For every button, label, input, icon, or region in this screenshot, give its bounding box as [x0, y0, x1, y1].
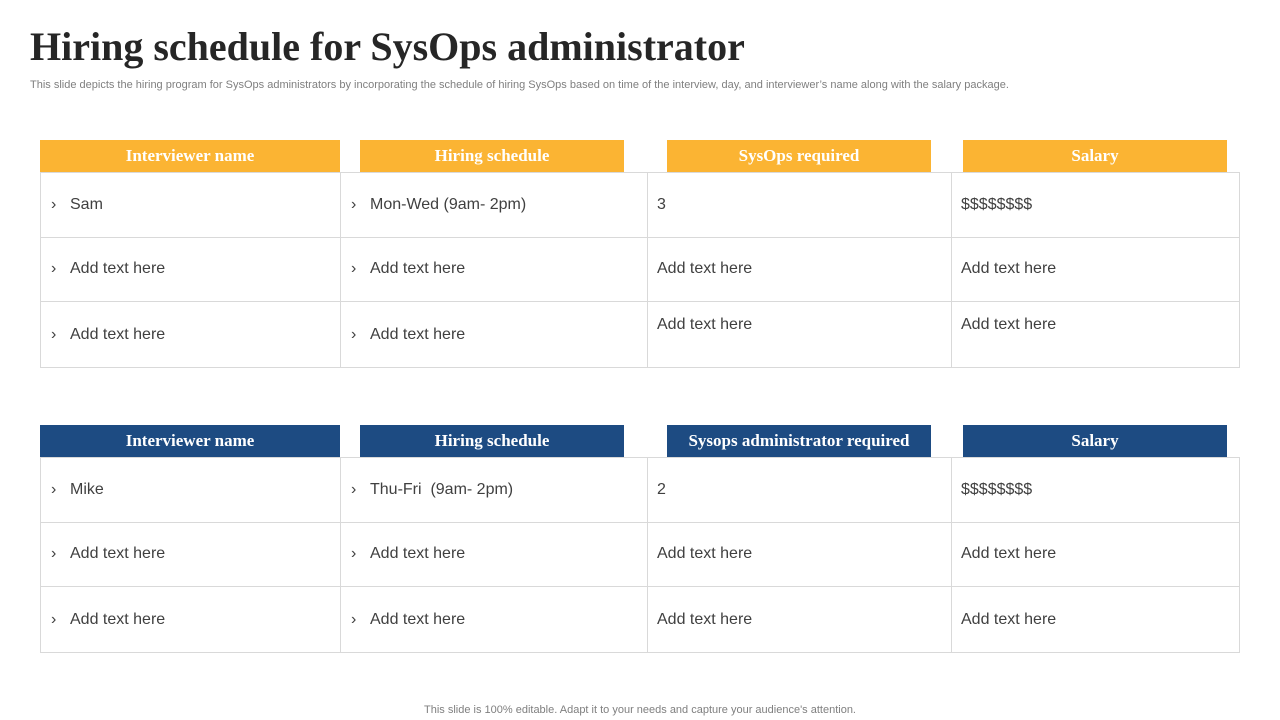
table-cell: › Thu-Fri (9am- 2pm) — [341, 458, 648, 523]
table-header-interviewer: Interviewer name — [40, 140, 340, 172]
table-cell: Add text here — [648, 238, 952, 303]
chevron-right-icon: › — [51, 195, 57, 213]
table-cell: Add text here — [952, 523, 1239, 588]
table-cell: › Add text here — [41, 523, 341, 588]
table-cell: › Add text here — [341, 523, 648, 588]
table-header-salary: Salary — [963, 425, 1227, 457]
page-subtitle: This slide depicts the hiring program for SysOps administrators by incorporating the schedule of hiring SysOps based on time of the interview, day, and interviewer’s name along with the salary package. — [30, 79, 1009, 91]
chevron-right-icon: › — [51, 325, 57, 343]
chevron-right-icon: › — [351, 545, 357, 563]
hiring-table-orange — [40, 140, 1240, 370]
table-cell: › Add text here — [41, 238, 341, 303]
chevron-right-icon: › — [51, 480, 57, 498]
hiring-table-blue — [40, 425, 1240, 655]
table-cell: Add text here — [961, 316, 1057, 334]
chevron-right-icon: › — [351, 195, 357, 213]
table-cell: › Sam — [41, 173, 341, 238]
table-cell: 3 — [648, 173, 952, 238]
chevron-right-icon: › — [51, 545, 57, 563]
table-cell: Add text here — [648, 302, 952, 367]
chevron-right-icon: › — [51, 260, 57, 278]
table-cell: › Add text here — [341, 302, 648, 367]
table-cell: $$$$$$$$ — [952, 458, 1239, 523]
chevron-right-icon: › — [351, 325, 357, 343]
table-cell: Add text here — [952, 238, 1239, 303]
table-cell: › Mon-Wed (9am- 2pm) — [341, 173, 648, 238]
chevron-right-icon: › — [51, 610, 57, 628]
table-cell: $$$$$$$$ — [952, 173, 1239, 238]
table-header-interviewer: Interviewer name — [40, 425, 340, 457]
table-header-required: Sysops administrator required — [667, 425, 931, 457]
chevron-right-icon: › — [351, 480, 357, 498]
footer-note: This slide is 100% editable. Adapt it to your needs and capture your audience's attention. — [424, 704, 856, 716]
table-header-schedule: Hiring schedule — [360, 140, 624, 172]
table-cell: › Mike — [41, 458, 341, 523]
table-header-salary: Salary — [963, 140, 1227, 172]
table-cell: › Add text here — [341, 587, 648, 652]
table-cell: 2 — [648, 458, 952, 523]
table-cell: › Add text here — [41, 302, 341, 367]
table-cell: Add text here — [648, 523, 952, 588]
table-header-schedule: Hiring schedule — [360, 425, 624, 457]
table-cell: Add text here — [648, 587, 952, 652]
table-cell: › Add text here — [341, 238, 648, 303]
table-header-required: SysOps required — [667, 140, 931, 172]
table-body — [40, 457, 1240, 653]
table-cell: › Add text here — [41, 587, 341, 652]
table-cell: Add text here — [961, 610, 1057, 628]
chevron-right-icon: › — [351, 610, 357, 628]
chevron-right-icon: › — [351, 260, 357, 278]
table-body — [40, 172, 1240, 368]
page-title: Hiring schedule for SysOps administrator — [30, 24, 745, 69]
